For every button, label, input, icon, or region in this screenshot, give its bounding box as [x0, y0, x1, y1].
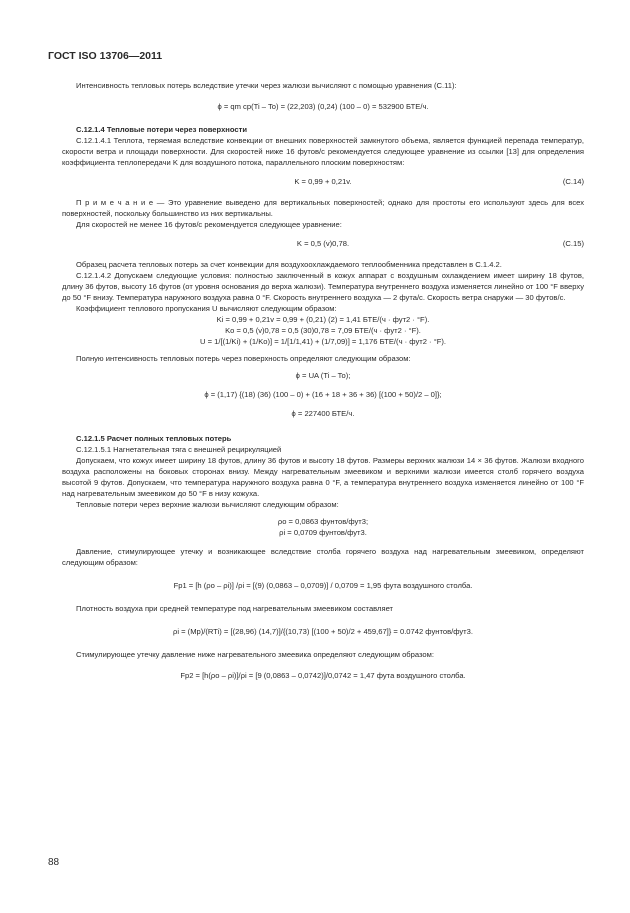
paragraph: Допускаем, что кожух имеет ширину 18 футов, длину 36 футов и высоту 18 футов. Размеры верхних жалюзи 14 × 36 футов. Жалюзи входного воздуха расположены на боковых сторонах внизу. Между нагревательным змеевиком и верхними жалюзи имеется столб горячего воздуха высотой 9 футов. Допускаем, что температура наружного воздуха равна 0 °F, а температура внутреннего воздуха изменяется линейно от 100 °F над нагревательным змеевиком до 50 °F в низу кожуха.	[62, 456, 584, 498]
equation: ρo = 0,0863 фунтов/фут3;	[277, 517, 369, 526]
paragraph: С.12.1.5.1 Нагнетательная тяга с внешней рециркуляцией	[76, 445, 282, 454]
paragraph: С.12.1.4.1 Теплота, теряемая вследствие конвекции от внешних поверхностей замкнутого объема, является функцией перепада температур, скорости ветра и площади поверхности. Для скоростей ниже 16 футов/с рекомендуется следующее уравнение из ссылки [13] для определения коэффициента теплопередачи K для воздушного потока, параллельного плоским поверхностям:	[62, 136, 584, 167]
paragraph: Стимулирующее утечку давление ниже нагревательного змеевика определяют следующим образом:	[76, 650, 434, 659]
document-header: ГОСТ ISO 13706—2011	[48, 50, 163, 62]
note: П р и м е ч а н и е — Это уравнение выведено для вертикальных поверхностей; однако для простоты его используют здесь для всех поверхностей, поскольку большинство из них вертикальны.	[62, 198, 584, 218]
paragraph: Образец расчета тепловых потерь за счет конвекции для воздухоохлаждаемого теплообменника представлен в С.1.4.2.	[76, 260, 502, 269]
equation: K = 0,99 + 0,21v.	[294, 177, 352, 186]
paragraph: Давление, стимулирующее утечку и возникающее вследствие столба горячего воздуха над нагревательным змеевиком, определяют следующим образом:	[62, 547, 584, 567]
equation: Ko = 0,5 (v)0,78 = 0,5 (30)0,78 = 7,09 БТЕ/(ч · фут2 · °F).	[225, 326, 421, 335]
equation: ρi = (Mp)/(RTi) = [(28,96) (14,7)]/{(10,73) [(100 + 50)/2 + 459,67]} = 0.0742 фунтов/фут3.	[173, 627, 473, 636]
equation-number: (С.15)	[562, 239, 584, 248]
paragraph: Коэффициент теплового пропускания U вычисляют следующим образом:	[76, 304, 337, 313]
equation: ϕ = qm cp(Ti – To) = (22,203) (0,24) (100 – 0) = 532900 БТЕ/ч.	[217, 102, 429, 111]
equation: ϕ = 227400 БТЕ/ч.	[291, 409, 355, 418]
section-heading: С.12.1.5 Расчет полных тепловых потерь	[76, 434, 232, 443]
paragraph: Полную интенсивность тепловых потерь через поверхность определяют следующим образом:	[76, 354, 411, 363]
page-number: 88	[48, 857, 60, 868]
equation: K = 0,5 (v)0,78.	[296, 239, 350, 248]
equation: Fp1 = [h (ρo – ρi)] /ρi = [(9) (0,0863 – 0,0709)] / 0,0709 = 1,95 фута воздушного столба.	[173, 581, 473, 590]
equation: Ki = 0,99 + 0,21v = 0,99 + (0,21) (2) = 1,41 БТЕ/(ч · фут2 · °F).	[216, 315, 430, 324]
numbered-equation	[62, 176, 584, 187]
equation: ϕ = UA (Ti – To);	[295, 371, 351, 380]
paragraph: С.12.1.4.2 Допускаем следующие условия: полностью заключенный в кожух аппарат с воздушным охлаждением имеет ширину 18 футов, длину 36 футов, высоту 16 футов (от уровня основания до верха жалюзи). Температура внутреннего воздуха изменяется линейно от 100 °F вверху до 50 °F внизу. Температура наружного воздуха равна 0 °F. Скорость внутреннего воздуха — 2 фута/с. Скорость ветра снаружи — 30 футов/с.	[62, 271, 584, 302]
equation: U = 1/[(1/Ki) + (1/Ko)] = 1/[1/1,41) + (1/7,09)] = 1,176 БТЕ/(ч · фут2 · °F).	[199, 337, 447, 346]
page-body	[62, 80, 584, 681]
paragraph: Тепловые потери через верхние жалюзи вычисляют следующим образом:	[76, 500, 339, 509]
paragraph: Интенсивность тепловых потерь вследствие утечки через жалюзи вычисляют с помощью уравнения (С.11):	[76, 81, 457, 90]
equation: ρi = 0,0709 фунтов/фут3.	[279, 528, 367, 537]
paragraph: Для скоростей не менее 16 футов/с рекомендуется следующее уравнение:	[76, 220, 342, 229]
numbered-equation	[62, 238, 584, 249]
paragraph: Плотность воздуха при средней температуре под нагревательным змеевиком составляет	[76, 604, 394, 613]
equation-number: (С.14)	[562, 177, 584, 186]
equation: Fp2 = [h(ρo – ρi)]/ρi = [9 (0,0863 – 0,0742)]/0,0742 = 1,47 фута воздушного столба.	[180, 671, 466, 680]
equation: ϕ = (1,17) {(18) (36) (100 – 0) + (16 + 18 + 36 + 36) [(100 + 50)/2 – 0]};	[204, 390, 442, 399]
section-heading: С.12.1.4 Тепловые потери через поверхности	[76, 125, 248, 134]
